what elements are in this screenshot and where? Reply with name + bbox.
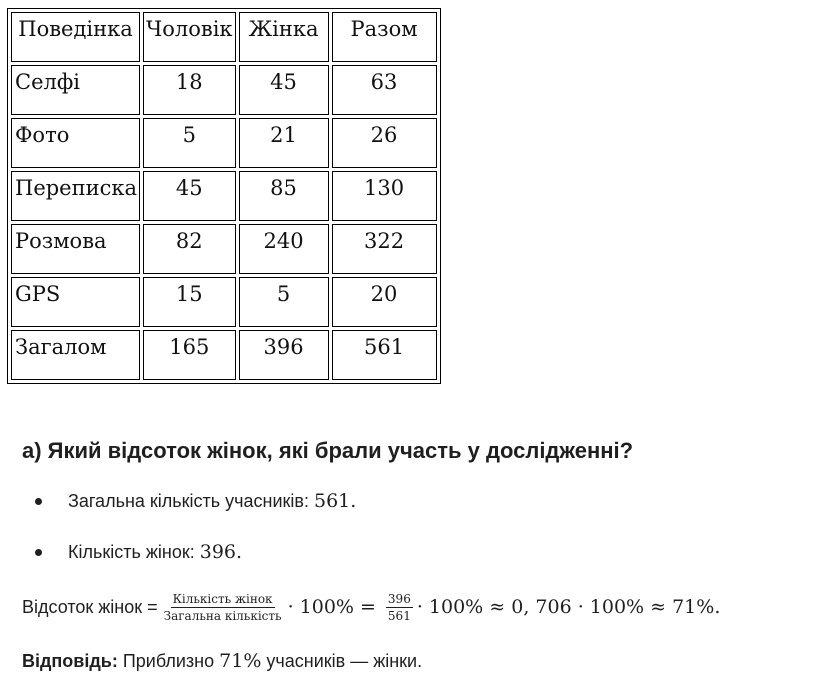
fraction-numerator: 396 xyxy=(387,591,411,606)
column-header-total: Разом xyxy=(332,12,437,62)
formula-middle: · 100% = xyxy=(287,596,376,618)
fact-suffix: . xyxy=(236,541,243,563)
answer-label: Відповідь: xyxy=(22,651,118,671)
formula-fraction-numbers xyxy=(386,592,413,623)
cell-female: 45 xyxy=(239,65,329,115)
table-row xyxy=(11,224,437,274)
column-header-female: Жінка xyxy=(239,12,329,62)
cell-female: 21 xyxy=(239,118,329,168)
table-row xyxy=(11,171,437,221)
column-header-male: Чоловік xyxy=(143,12,236,62)
cell-total: 63 xyxy=(332,65,437,115)
cell-male: 82 xyxy=(143,224,236,274)
formula-result: · 100% ≈ 0, 706 · 100% ≈ 71%. xyxy=(416,596,721,618)
fraction-numerator: Кількість жінок xyxy=(172,591,273,606)
table-row xyxy=(11,330,437,380)
cell-female: 240 xyxy=(239,224,329,274)
fact-label: Кількість жінок: xyxy=(68,542,200,562)
list-item xyxy=(22,487,356,515)
cell-male: 165 xyxy=(143,330,236,380)
answer-post: учасників — жінки. xyxy=(261,651,423,671)
table-header-row xyxy=(11,12,437,62)
cell-total: 130 xyxy=(332,171,437,221)
formula-fraction-words xyxy=(162,592,284,623)
row-label: Розмова xyxy=(11,224,140,274)
row-label: Переписка xyxy=(11,171,140,221)
question-heading: а) Який відсоток жінок, які брали участь у дослідженні? xyxy=(22,438,634,463)
cell-female: 396 xyxy=(239,330,329,380)
cell-total: 322 xyxy=(332,224,437,274)
cell-total: 561 xyxy=(332,330,437,380)
formula-lhs: Відсоток жінок = xyxy=(22,596,158,617)
cell-male: 15 xyxy=(143,277,236,327)
table-row xyxy=(11,277,437,327)
cell-male: 18 xyxy=(143,65,236,115)
cell-female: 5 xyxy=(239,277,329,327)
bullet-icon xyxy=(35,549,42,556)
column-header-behavior: Поведінка xyxy=(11,12,140,62)
answer-pre: Приблизно xyxy=(117,651,220,671)
row-label: GPS xyxy=(11,277,140,327)
row-label: Загалом xyxy=(11,330,140,380)
facts-list xyxy=(22,487,356,589)
fraction-denominator: 561 xyxy=(387,608,411,623)
cell-female: 85 xyxy=(239,171,329,221)
row-label: Фото xyxy=(11,118,140,168)
cell-total: 20 xyxy=(332,277,437,327)
table-row xyxy=(11,118,437,168)
cell-male: 45 xyxy=(143,171,236,221)
fact-value: 396 xyxy=(199,541,236,563)
bullet-icon xyxy=(35,498,42,505)
percentage-formula xyxy=(22,586,720,628)
cell-male: 5 xyxy=(143,118,236,168)
data-table-container xyxy=(7,8,441,384)
list-item xyxy=(22,538,356,566)
behavior-table xyxy=(7,8,441,384)
cell-total: 26 xyxy=(332,118,437,168)
fact-label: Загальна кількість учасників: xyxy=(68,491,314,511)
table-row xyxy=(11,65,437,115)
answer-line xyxy=(22,650,422,672)
fact-suffix: . xyxy=(350,490,357,512)
fraction-denominator: Загальна кількість xyxy=(163,608,282,623)
answer-value: 71% xyxy=(219,650,262,672)
fact-value: 561 xyxy=(313,490,351,512)
row-label: Селфі xyxy=(11,65,140,115)
